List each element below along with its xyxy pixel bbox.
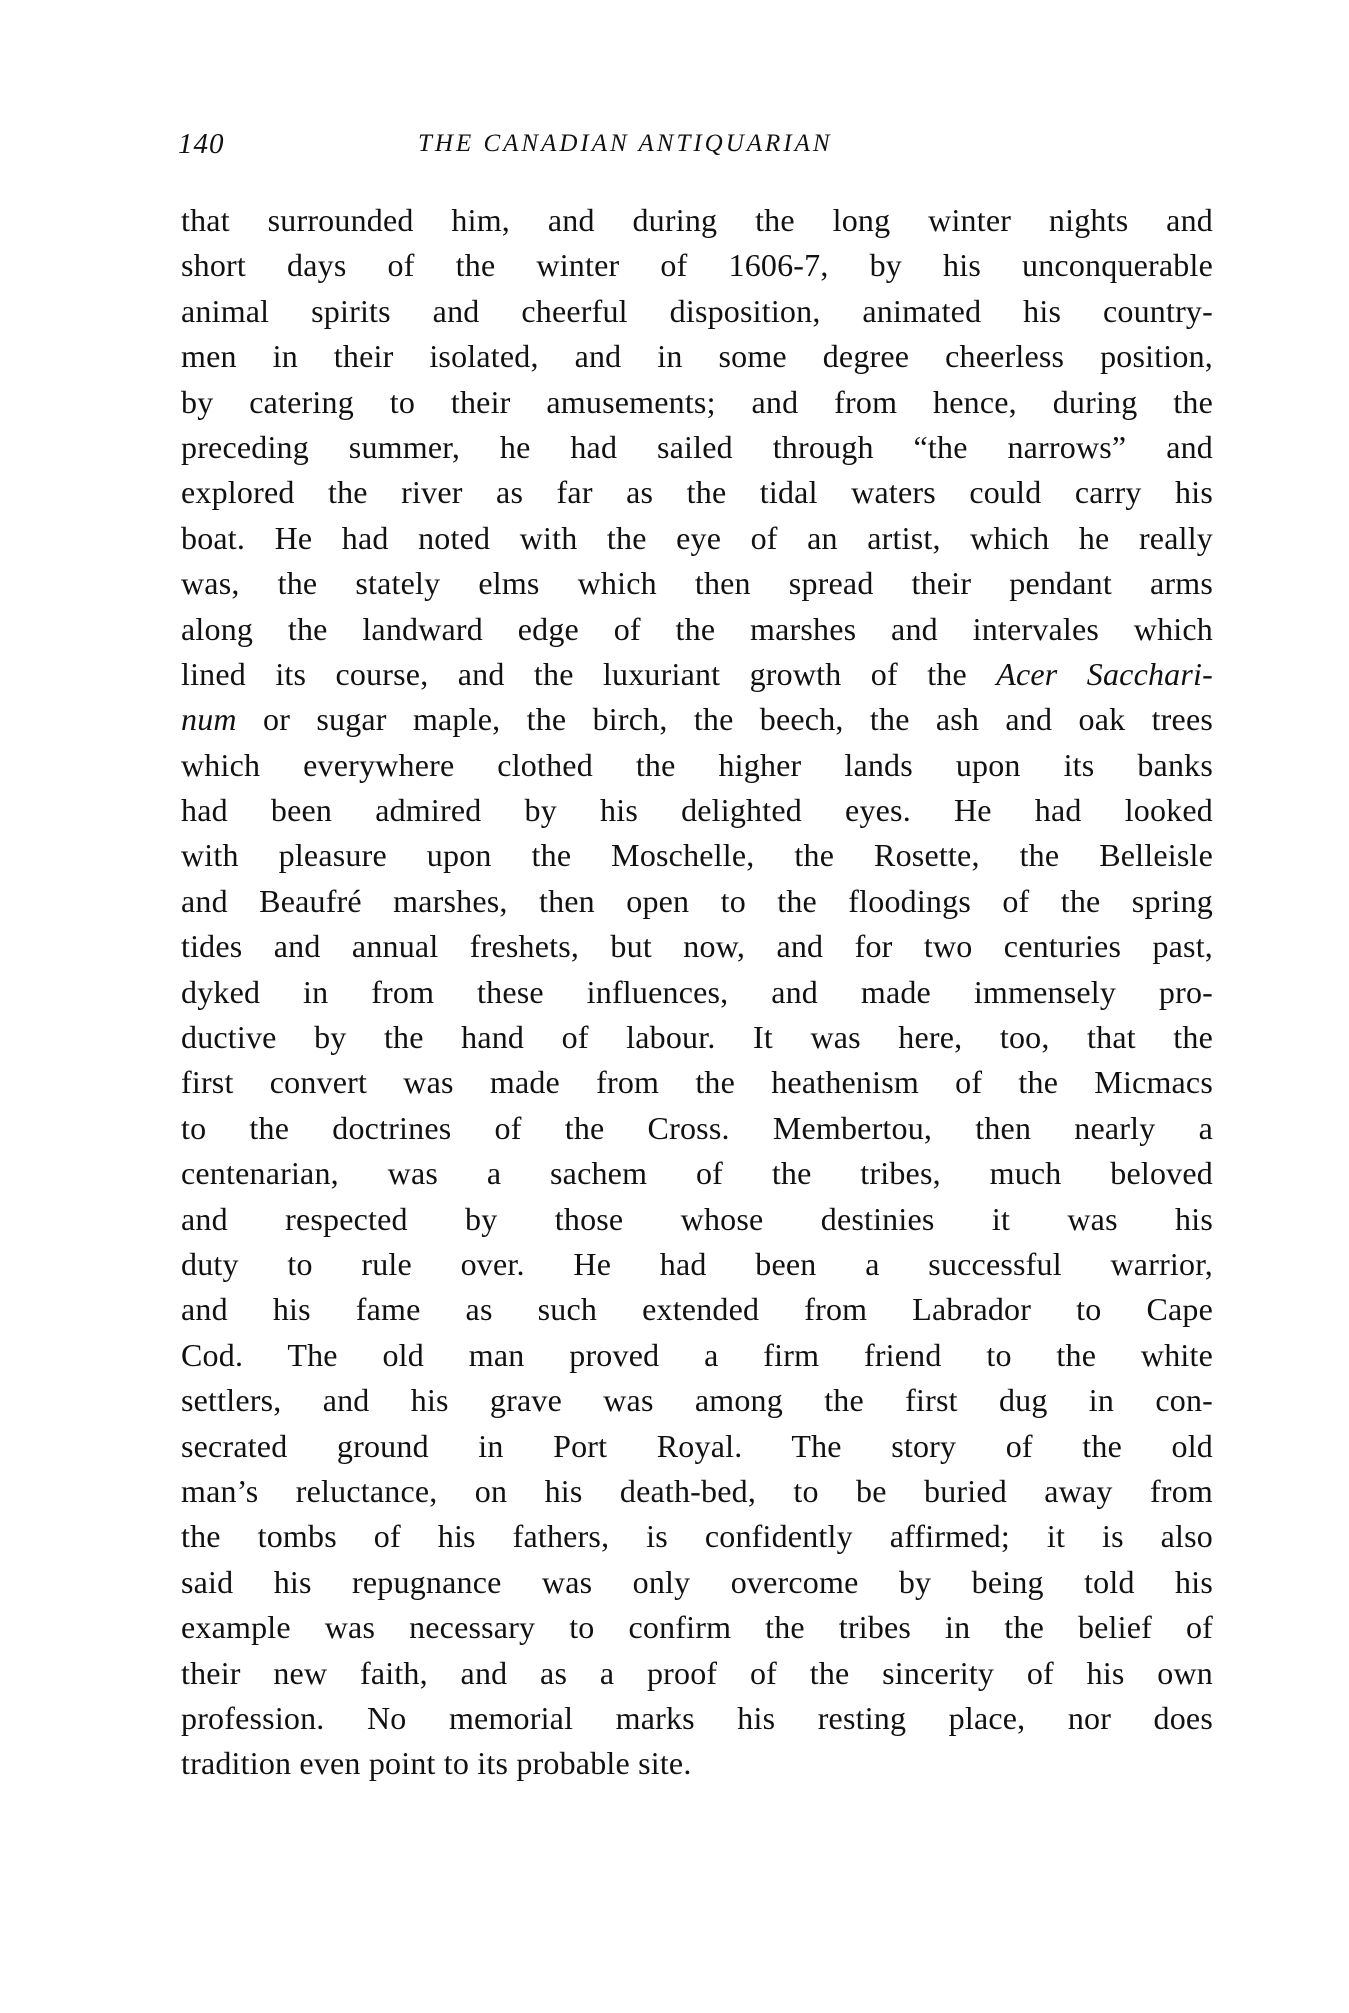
text-line: their new faith, and as a proof of the sincerity of his own <box>181 1654 1213 1691</box>
text-line: ductive by the hand of labour. It was here, too, that the <box>181 1019 1213 1056</box>
body-text <box>181 198 1213 1787</box>
text-line: and Beaufré marshes, then open to the floodings of the spring <box>181 882 1213 919</box>
text-line: explored the river as far as the tidal waters could carry his <box>181 474 1213 511</box>
text-line: preceding summer, he had sailed through “the narrows” and <box>181 428 1213 465</box>
italic-term: num <box>181 701 237 738</box>
text-line: to the doctrines of the Cross. Membertou, then nearly a <box>181 1109 1213 1146</box>
text-line: men in their isolated, and in some degree cheerless position, <box>181 338 1213 375</box>
text-fragment: lined its course, and the luxuriant growth of the <box>181 655 997 692</box>
text-line: man’s reluctance, on his death-bed, to be buried away from <box>181 1472 1213 1509</box>
text-line: duty to rule over. He had been a successful warrior, <box>181 1245 1213 1282</box>
text-line: and his fame as such extended from Labrador to Cape <box>181 1291 1213 1328</box>
italic-term: Acer Sacchari- <box>996 655 1213 692</box>
text-line: and respected by those whose destinies it was his <box>181 1200 1213 1237</box>
running-head <box>178 128 1218 168</box>
text-line: boat. He had noted with the eye of an artist, which he really <box>181 519 1213 556</box>
text-line: profession. No memorial marks his resting place, nor does <box>181 1699 1213 1736</box>
journal-title: THE CANADIAN ANTIQUARIAN <box>418 130 833 157</box>
text-line-last: tradition even point to its probable site. <box>181 1745 692 1782</box>
page-number: 140 <box>178 128 225 160</box>
text-line: tides and annual freshets, but now, and for two centuries past, <box>181 928 1213 965</box>
text-line: the tombs of his fathers, is confidently affirmed; it is also <box>181 1518 1213 1555</box>
text-line: centenarian, was a sachem of the tribes, much beloved <box>181 1155 1213 1192</box>
text-line: that surrounded him, and during the long winter nights and <box>181 202 1213 238</box>
text-line: which everywhere clothed the higher lands upon its banks <box>181 746 1213 783</box>
text-line: example was necessary to confirm the tribes in the belief of <box>181 1609 1213 1646</box>
text-line: with pleasure upon the Moschelle, the Rosette, the Belleisle <box>181 837 1213 874</box>
text-line: secrated ground in Port Royal. The story of the old <box>181 1427 1213 1464</box>
text-line: along the landward edge of the marshes and intervales which <box>181 610 1213 647</box>
text-line: by catering to their amusements; and from hence, during the <box>181 383 1213 420</box>
text-line: was, the stately elms which then spread their pendant arms <box>181 565 1213 602</box>
text-line: short days of the winter of 1606-7, by his unconquerable <box>181 247 1213 284</box>
text-fragment: or sugar maple, the birch, the beech, the ash and oak trees <box>236 701 1213 738</box>
text-line: animal spirits and cheerful disposition, animated his country- <box>181 292 1213 329</box>
text-line: settlers, and his grave was among the first dug in con- <box>181 1382 1213 1419</box>
text-line: first convert was made from the heathenism of the Micmacs <box>181 1064 1213 1101</box>
text-line: Cod. The old man proved a firm friend to the white <box>181 1336 1213 1373</box>
text-line: had been admired by his delighted eyes. He had looked <box>181 792 1213 829</box>
text-line: said his repugnance was only overcome by being told his <box>181 1563 1213 1600</box>
text-line-with-italic <box>181 652 1213 697</box>
text-line-with-italic <box>181 697 1213 742</box>
text-line: dyked in from these influences, and made immensely pro- <box>181 973 1213 1010</box>
